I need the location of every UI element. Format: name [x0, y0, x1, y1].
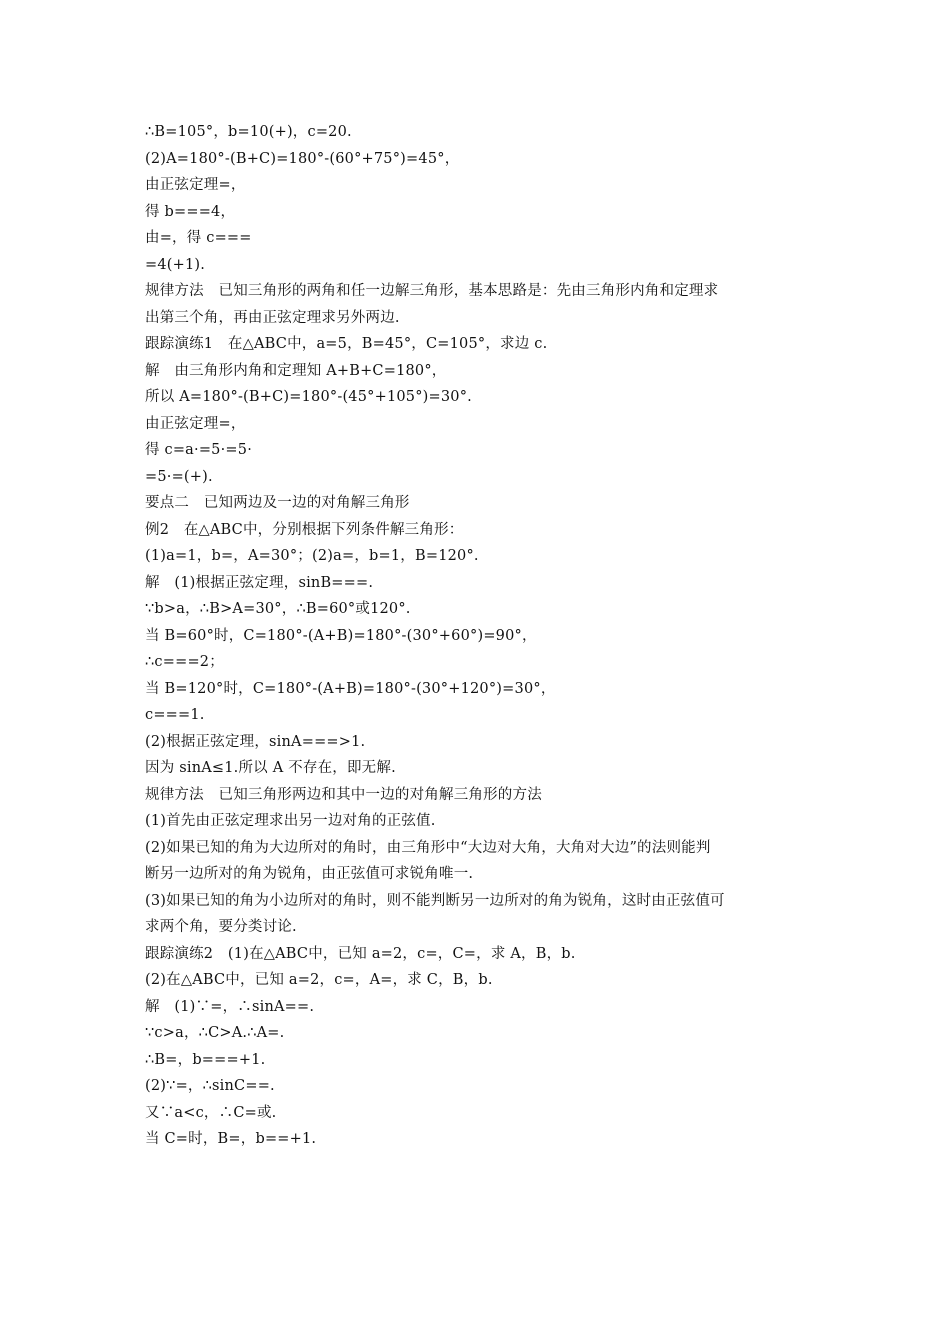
- text-line: ∴c===2；: [145, 654, 224, 670]
- text-line: (2)∵=，∴sinC==.: [145, 1078, 275, 1094]
- text-line: 解 由三角形内角和定理知 A+B+C=180°，: [145, 362, 447, 379]
- example-heading-line: 例2 在△ABC中，分别根据下列条件解三角形：: [145, 521, 464, 538]
- text-line: 断另一边所对的角为锐角，由正弦值可求锐角唯一.: [145, 866, 474, 882]
- text-line: ∴B=，b===+1.: [145, 1051, 266, 1068]
- text-line: (1)a=1，b=，A=30°；(2)a=，b=1，B=120°.: [145, 548, 479, 564]
- method-heading-line: 规律方法 已知三角形的两角和任一边解三角形，基本思路是：先由三角形内角和定理求: [145, 283, 719, 299]
- method-heading-line: 规律方法 已知三角形两边和其中一边的对角解三角形的方法: [145, 786, 542, 803]
- text-line: 得 b===4，: [145, 203, 236, 220]
- exercise-heading-line: 跟踪演练2 (1)在△ABC中，已知 a=2，c=，C=，求 A，B，b.: [145, 945, 576, 962]
- text-line: 因为 sinA≤1.所以 A 不存在，即无解.: [145, 760, 396, 776]
- text-line: (2)根据正弦定理，sinA===>1.: [145, 733, 366, 750]
- text-line: ∴B=105°，b=10(+)，c=20.: [145, 124, 352, 140]
- text-line: c===1.: [145, 707, 205, 723]
- text-line: 求两个角，要分类讨论.: [145, 919, 297, 935]
- text-line: 出第三个角，再由正弦定理求另外两边.: [145, 309, 400, 326]
- text-line: 由=，得 c===: [145, 230, 252, 246]
- text-line: ∵c>a，∴C>A.∴A=.: [145, 1025, 285, 1041]
- text-line: (2)如果已知的角为大边所对的角时，由三角形中“大边对大角，大角对大边”的法则能判: [145, 839, 711, 856]
- text-line: (2)在△ABC中，已知 a=2，c=，A=，求 C，B，b.: [145, 972, 493, 988]
- text-line: 由正弦定理=，: [145, 177, 246, 193]
- text-line: 当 B=120°时，C=180°-(A+B)=180°-(30°+120°)=30°，: [145, 680, 556, 697]
- text-line: =5·=(+).: [145, 468, 213, 485]
- text-line: (2)A=180°-(B+C)=180°-(60°+75°)=45°，: [145, 150, 460, 167]
- text-line: 得 c=a·=5·=5·: [145, 442, 253, 458]
- document-body: [145, 119, 815, 1153]
- text-line: 由正弦定理=，: [145, 415, 246, 432]
- text-line: 所以 A=180°-(B+C)=180°-(45°+105°)=30°.: [145, 389, 472, 405]
- text-line: 当 B=60°时，C=180°-(A+B)=180°-(30°+60°)=90°，: [145, 627, 537, 644]
- text-line: 当 C=时，B=，b==+1.: [145, 1131, 317, 1147]
- text-line: =4(+1).: [145, 256, 206, 273]
- text-line: 解 (1)∵=，∴sinA==.: [145, 998, 315, 1015]
- text-line: (1)首先由正弦定理求出另一边对角的正弦值.: [145, 813, 436, 829]
- text-line: (3)如果已知的角为小边所对的角时，则不能判断另一边所对的角为锐角，这时由正弦值可: [145, 892, 725, 909]
- exercise-heading-line: 跟踪演练1 在△ABC中，a=5，B=45°，C=105°，求边 c.: [145, 336, 548, 352]
- text-line: 又∵a<c，∴C=或.: [145, 1104, 277, 1121]
- text-line: ∵b>a，∴B>A=30°，∴B=60°或120°.: [145, 601, 411, 617]
- section-heading-line: 要点二 已知两边及一边的对角解三角形: [145, 495, 410, 511]
- text-line: 解 (1)根据正弦定理，sinB===.: [145, 574, 374, 591]
